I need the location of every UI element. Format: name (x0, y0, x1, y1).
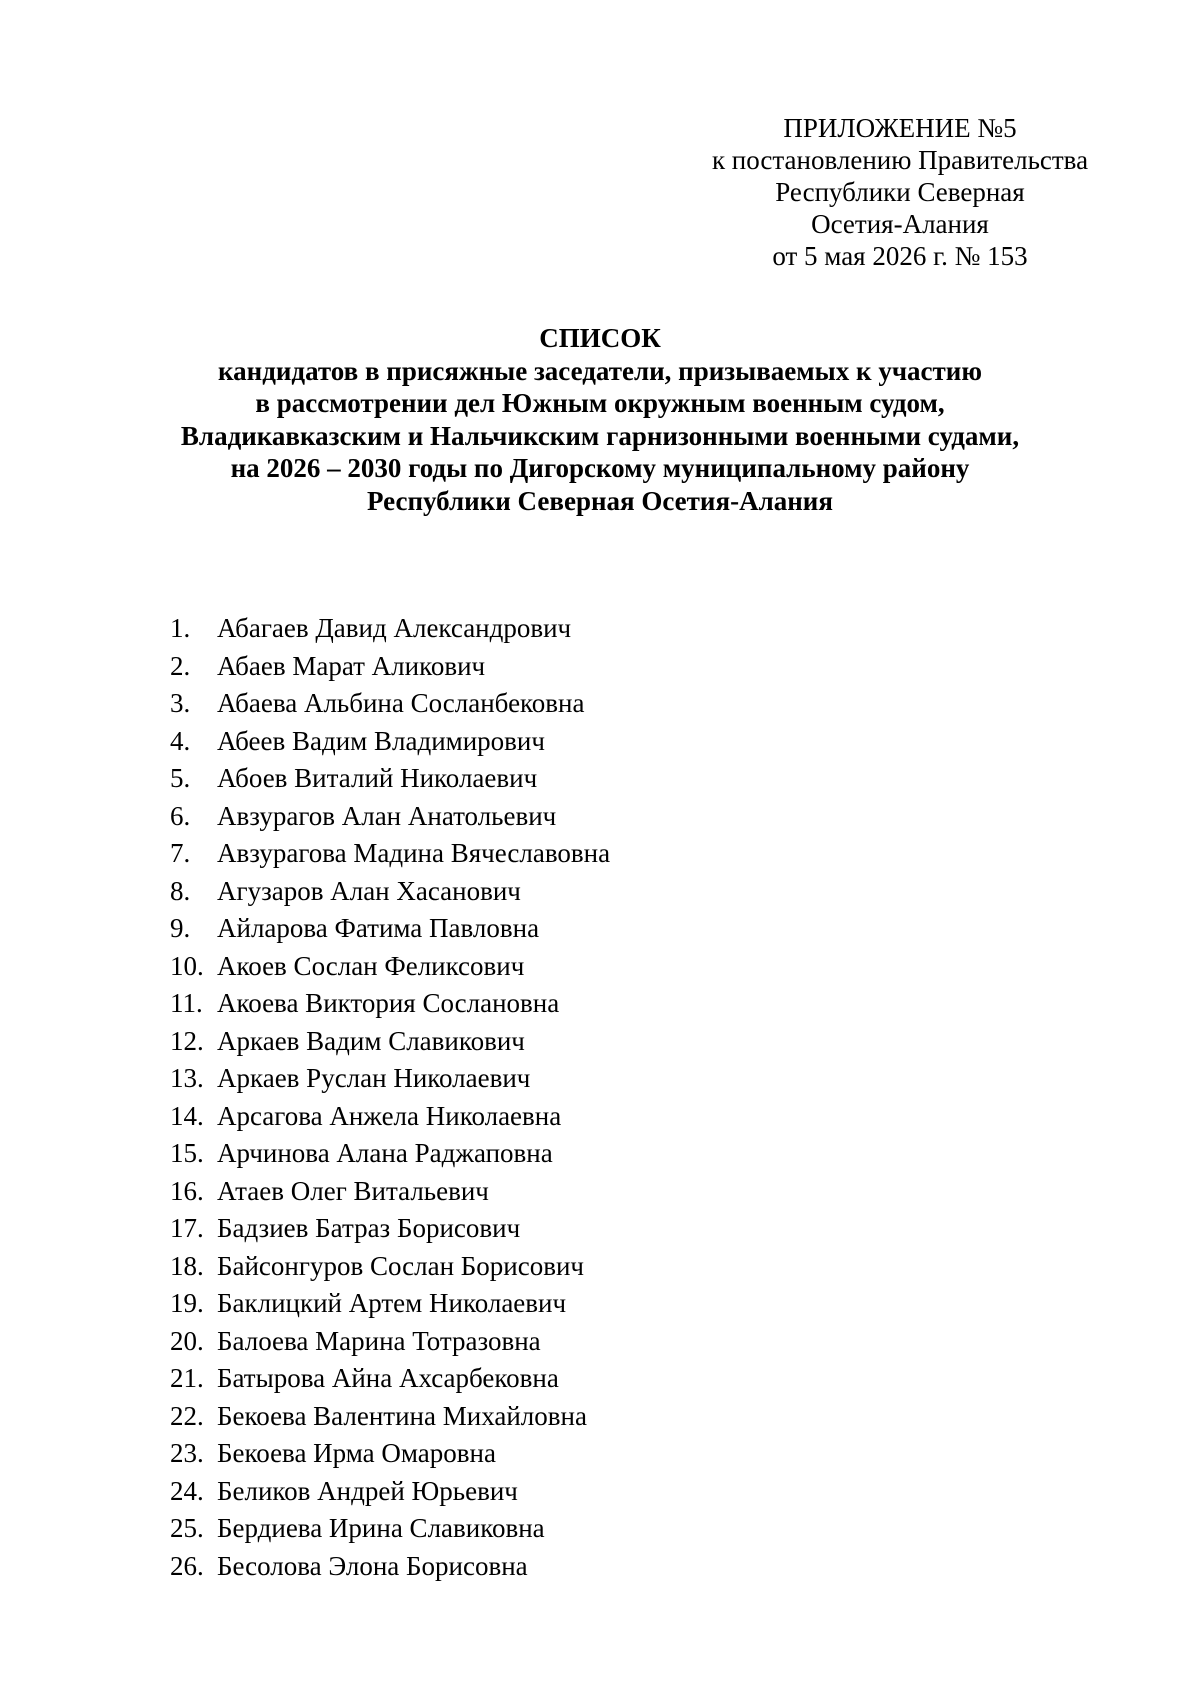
candidate-name: Акоев Сослан Феликсович (217, 950, 525, 981)
candidate-item (170, 1135, 610, 1173)
candidate-number: 7. (170, 838, 191, 868)
candidate-number: 20. (170, 1325, 204, 1356)
candidate-number: 9. (170, 913, 191, 943)
candidate-item (170, 1173, 610, 1211)
candidate-number: 3. (170, 688, 191, 718)
appendix-date: от 5 мая 2026 г. № 153 (772, 241, 1028, 271)
candidate-number: 1. (170, 613, 191, 643)
title-line-5: Республики Северная Осетия-Алания (367, 485, 833, 516)
candidate-item (170, 760, 610, 798)
candidate-name: Абаева Альбина Сосланбековна (217, 688, 585, 718)
candidate-item (170, 1098, 610, 1136)
title-line-3: Владикавказским и Нальчикским гарнизонными военными судами, (180, 420, 1020, 451)
title-line-2: в рассмотрении дел Южным окружным военным судом, (255, 388, 945, 418)
candidate-number: 25. (170, 1513, 204, 1543)
candidate-name: Аркаев Вадим Славикович (217, 1025, 525, 1056)
candidate-number: 10. (170, 950, 204, 981)
candidate-name: Арчинова Алана Раджаповна (217, 1138, 553, 1168)
candidate-item (170, 1398, 610, 1436)
candidate-item (170, 910, 610, 948)
candidate-list (170, 610, 610, 1585)
candidate-name: Авзурагов Алан Анатольевич (217, 800, 557, 831)
candidate-number: 12. (170, 1025, 204, 1056)
candidate-item (170, 1248, 610, 1286)
candidate-name: Абаев Марат Аликович (217, 650, 486, 681)
candidate-number: 11. (170, 988, 203, 1018)
candidate-name: Абеев Вадим Владимирович (217, 725, 545, 756)
appendix-region: Осетия-Алания (811, 209, 989, 239)
candidate-number: 23. (170, 1438, 204, 1468)
candidate-name: Арсагова Анжела Николаевна (217, 1100, 562, 1131)
candidate-name: Бердиева Ирина Славиковна (217, 1513, 545, 1543)
candidate-number: 13. (170, 1063, 204, 1093)
candidate-item (170, 1473, 610, 1511)
candidate-name: Балоева Марина Тотразовна (217, 1325, 541, 1356)
candidate-number: 19. (170, 1288, 204, 1318)
candidate-number: 4. (170, 725, 191, 756)
candidate-item (170, 1285, 610, 1323)
candidate-name: Бекоева Ирма Омаровна (217, 1438, 496, 1468)
candidate-name: Беликов Андрей Юрьевич (217, 1475, 518, 1506)
candidate-item (170, 798, 610, 836)
candidate-name: Абоев Виталий Николаевич (217, 763, 538, 793)
candidate-item (170, 1210, 610, 1248)
candidate-item (170, 1435, 610, 1473)
candidate-item (170, 1360, 610, 1398)
candidate-number: 17. (170, 1213, 204, 1243)
candidate-name: Бадзиев Батраз Борисович (217, 1213, 521, 1243)
candidate-number: 21. (170, 1363, 204, 1393)
appendix-number: ПРИЛОЖЕНИЕ №5 (783, 113, 1017, 143)
candidate-number: 18. (170, 1250, 204, 1281)
candidate-name: Батырова Айна Ахсарбековна (217, 1363, 559, 1393)
candidate-number: 15. (170, 1138, 204, 1168)
candidate-item (170, 1060, 610, 1098)
candidate-name: Абагаев Давид Александрович (217, 613, 572, 643)
candidate-number: 26. (170, 1550, 204, 1581)
candidate-number: 22. (170, 1400, 204, 1431)
candidate-number: 14. (170, 1100, 204, 1131)
candidate-name: Айларова Фатима Павловна (217, 913, 540, 943)
candidate-item (170, 985, 610, 1023)
candidate-name: Аркаев Руслан Николаевич (217, 1063, 531, 1093)
candidate-name: Баклицкий Артем Николаевич (217, 1288, 567, 1318)
candidate-item (170, 685, 610, 723)
candidate-item (170, 1023, 610, 1061)
document-title (150, 322, 1050, 517)
candidate-item (170, 948, 610, 986)
candidate-name: Агузаров Алан Хасанович (217, 875, 521, 906)
appendix-reference: к постановлению Правительства (711, 145, 1089, 175)
candidate-item (170, 835, 610, 873)
candidate-name: Бекоева Валентина Михайловна (217, 1400, 587, 1431)
candidate-number: 24. (170, 1475, 204, 1506)
title-line-4: на 2026 – 2030 годы по Дигорскому муниципальному району (230, 453, 970, 483)
candidate-number: 2. (170, 650, 191, 681)
candidate-item (170, 1548, 610, 1586)
title-main: СПИСОК (539, 323, 661, 353)
candidate-item (170, 723, 610, 761)
candidate-item (170, 873, 610, 911)
title-line-1: кандидатов в присяжные заседатели, призываемых к участию (218, 355, 982, 386)
candidate-number: 5. (170, 763, 191, 793)
candidate-name: Бесолова Элона Борисовна (217, 1550, 528, 1581)
appendix-republic: Республики Северная (775, 177, 1025, 207)
appendix-header (690, 112, 1110, 272)
candidate-name: Байсонгуров Сослан Борисович (217, 1250, 584, 1281)
candidate-number: 16. (170, 1175, 204, 1206)
candidate-item (170, 610, 610, 648)
candidate-number: 6. (170, 800, 191, 831)
candidate-item (170, 1510, 610, 1548)
candidate-name: Атаев Олег Витальевич (217, 1175, 489, 1206)
candidate-item (170, 648, 610, 686)
candidate-item (170, 1323, 610, 1361)
candidate-name: Акоева Виктория Сослановна (217, 988, 560, 1018)
candidate-name: Авзурагова Мадина Вячеславовна (217, 838, 611, 868)
candidate-number: 8. (170, 875, 191, 906)
